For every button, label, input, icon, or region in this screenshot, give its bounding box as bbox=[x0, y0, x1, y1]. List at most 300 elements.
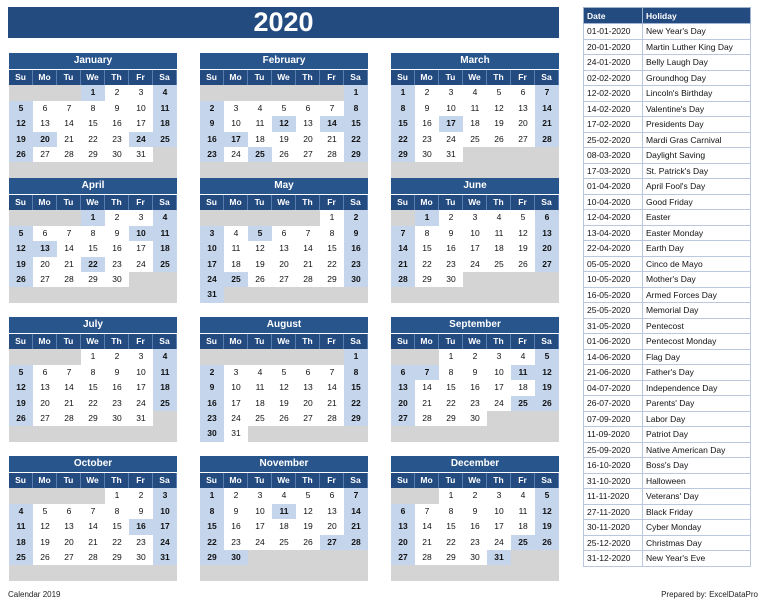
day-cell[interactable]: 17 bbox=[439, 116, 463, 131]
day-cell[interactable]: 11 bbox=[463, 101, 487, 116]
day-cell[interactable]: 23 bbox=[129, 535, 153, 550]
day-cell[interactable]: 7 bbox=[320, 101, 344, 116]
day-cell[interactable]: 31 bbox=[129, 147, 153, 162]
day-cell[interactable]: 31 bbox=[200, 287, 224, 302]
day-cell[interactable]: 26 bbox=[535, 535, 559, 550]
day-cell[interactable]: 21 bbox=[415, 396, 439, 411]
day-cell[interactable]: 5 bbox=[248, 226, 272, 241]
day-cell[interactable]: 8 bbox=[81, 365, 105, 380]
day-cell[interactable]: 17 bbox=[463, 241, 487, 256]
day-cell[interactable]: 23 bbox=[105, 132, 129, 147]
day-cell[interactable]: 24 bbox=[129, 132, 153, 147]
day-cell[interactable]: 30 bbox=[105, 272, 129, 287]
day-cell[interactable]: 9 bbox=[463, 504, 487, 519]
day-cell[interactable]: 2 bbox=[463, 349, 487, 364]
day-cell[interactable]: 29 bbox=[439, 411, 463, 426]
day-cell[interactable]: 13 bbox=[33, 241, 57, 256]
day-cell[interactable]: 20 bbox=[272, 257, 296, 272]
day-cell[interactable]: 9 bbox=[200, 116, 224, 131]
day-cell[interactable]: 26 bbox=[535, 396, 559, 411]
day-cell[interactable]: 12 bbox=[33, 519, 57, 534]
day-cell[interactable]: 23 bbox=[439, 257, 463, 272]
day-cell[interactable]: 1 bbox=[439, 349, 463, 364]
day-cell[interactable]: 13 bbox=[391, 519, 415, 534]
day-cell[interactable]: 12 bbox=[248, 241, 272, 256]
day-cell[interactable]: 21 bbox=[57, 396, 81, 411]
day-cell[interactable]: 29 bbox=[200, 550, 224, 565]
day-cell[interactable]: 28 bbox=[320, 411, 344, 426]
day-cell[interactable]: 3 bbox=[248, 488, 272, 503]
day-cell[interactable]: 27 bbox=[296, 147, 320, 162]
day-cell[interactable]: 19 bbox=[487, 116, 511, 131]
day-cell[interactable]: 31 bbox=[224, 426, 248, 441]
day-cell[interactable]: 26 bbox=[487, 132, 511, 147]
day-cell[interactable]: 28 bbox=[57, 272, 81, 287]
day-cell[interactable]: 27 bbox=[33, 147, 57, 162]
day-cell[interactable]: 11 bbox=[511, 504, 535, 519]
day-cell[interactable]: 8 bbox=[105, 504, 129, 519]
day-cell[interactable]: 16 bbox=[129, 519, 153, 534]
day-cell[interactable]: 22 bbox=[391, 132, 415, 147]
day-cell[interactable]: 4 bbox=[272, 488, 296, 503]
day-cell[interactable]: 17 bbox=[487, 519, 511, 534]
day-cell[interactable]: 30 bbox=[224, 550, 248, 565]
day-cell[interactable]: 29 bbox=[344, 147, 368, 162]
day-cell[interactable]: 1 bbox=[344, 349, 368, 364]
day-cell[interactable]: 18 bbox=[511, 380, 535, 395]
day-cell[interactable]: 7 bbox=[81, 504, 105, 519]
day-cell[interactable]: 13 bbox=[320, 504, 344, 519]
day-cell[interactable]: 23 bbox=[463, 396, 487, 411]
day-cell[interactable]: 17 bbox=[200, 257, 224, 272]
day-cell[interactable]: 3 bbox=[487, 488, 511, 503]
day-cell[interactable]: 13 bbox=[296, 116, 320, 131]
day-cell[interactable]: 13 bbox=[57, 519, 81, 534]
day-cell[interactable]: 20 bbox=[320, 519, 344, 534]
day-cell[interactable]: 6 bbox=[535, 210, 559, 225]
day-cell[interactable]: 10 bbox=[224, 380, 248, 395]
day-cell[interactable]: 15 bbox=[391, 116, 415, 131]
day-cell[interactable]: 23 bbox=[224, 535, 248, 550]
day-cell[interactable]: 14 bbox=[320, 380, 344, 395]
day-cell[interactable]: 22 bbox=[81, 132, 105, 147]
day-cell[interactable]: 20 bbox=[296, 132, 320, 147]
day-cell[interactable]: 7 bbox=[57, 365, 81, 380]
day-cell[interactable]: 12 bbox=[9, 241, 33, 256]
day-cell[interactable]: 20 bbox=[535, 241, 559, 256]
day-cell[interactable]: 26 bbox=[33, 550, 57, 565]
day-cell[interactable]: 8 bbox=[344, 101, 368, 116]
day-cell[interactable]: 21 bbox=[57, 132, 81, 147]
day-cell[interactable]: 4 bbox=[248, 365, 272, 380]
day-cell[interactable]: 28 bbox=[391, 272, 415, 287]
day-cell[interactable]: 19 bbox=[9, 257, 33, 272]
day-cell[interactable]: 15 bbox=[320, 241, 344, 256]
day-cell[interactable]: 27 bbox=[33, 272, 57, 287]
day-cell[interactable]: 18 bbox=[463, 116, 487, 131]
day-cell[interactable]: 26 bbox=[9, 272, 33, 287]
day-cell[interactable]: 15 bbox=[200, 519, 224, 534]
day-cell[interactable]: 25 bbox=[153, 132, 177, 147]
day-cell[interactable]: 21 bbox=[415, 535, 439, 550]
day-cell[interactable]: 19 bbox=[511, 241, 535, 256]
day-cell[interactable]: 12 bbox=[535, 504, 559, 519]
day-cell[interactable]: 9 bbox=[439, 226, 463, 241]
day-cell[interactable]: 11 bbox=[153, 101, 177, 116]
day-cell[interactable]: 20 bbox=[33, 132, 57, 147]
day-cell[interactable]: 5 bbox=[272, 101, 296, 116]
day-cell[interactable]: 27 bbox=[511, 132, 535, 147]
day-cell[interactable]: 5 bbox=[9, 101, 33, 116]
day-cell[interactable]: 5 bbox=[296, 488, 320, 503]
day-cell[interactable]: 11 bbox=[9, 519, 33, 534]
day-cell[interactable]: 25 bbox=[463, 132, 487, 147]
day-cell[interactable]: 3 bbox=[224, 101, 248, 116]
day-cell[interactable]: 28 bbox=[320, 147, 344, 162]
day-cell[interactable]: 27 bbox=[272, 272, 296, 287]
day-cell[interactable]: 30 bbox=[463, 411, 487, 426]
day-cell[interactable]: 27 bbox=[391, 411, 415, 426]
day-cell[interactable]: 6 bbox=[391, 365, 415, 380]
day-cell[interactable]: 20 bbox=[33, 257, 57, 272]
day-cell[interactable]: 11 bbox=[487, 226, 511, 241]
day-cell[interactable]: 17 bbox=[224, 132, 248, 147]
day-cell[interactable]: 2 bbox=[105, 349, 129, 364]
day-cell[interactable]: 26 bbox=[9, 147, 33, 162]
day-cell[interactable]: 17 bbox=[129, 241, 153, 256]
day-cell[interactable]: 2 bbox=[200, 365, 224, 380]
day-cell[interactable]: 30 bbox=[129, 550, 153, 565]
day-cell[interactable]: 1 bbox=[391, 85, 415, 100]
day-cell[interactable]: 16 bbox=[105, 241, 129, 256]
day-cell[interactable]: 14 bbox=[57, 241, 81, 256]
day-cell[interactable]: 29 bbox=[391, 147, 415, 162]
day-cell[interactable]: 28 bbox=[296, 272, 320, 287]
day-cell[interactable]: 13 bbox=[33, 116, 57, 131]
day-cell[interactable]: 31 bbox=[129, 411, 153, 426]
day-cell[interactable]: 29 bbox=[105, 550, 129, 565]
day-cell[interactable]: 3 bbox=[463, 210, 487, 225]
day-cell[interactable]: 11 bbox=[153, 226, 177, 241]
day-cell[interactable]: 18 bbox=[153, 380, 177, 395]
day-cell[interactable]: 27 bbox=[296, 411, 320, 426]
day-cell[interactable]: 18 bbox=[9, 535, 33, 550]
day-cell[interactable]: 24 bbox=[487, 535, 511, 550]
day-cell[interactable]: 6 bbox=[57, 504, 81, 519]
day-cell[interactable]: 16 bbox=[105, 380, 129, 395]
day-cell[interactable]: 16 bbox=[200, 132, 224, 147]
day-cell[interactable]: 21 bbox=[320, 396, 344, 411]
day-cell[interactable]: 11 bbox=[224, 241, 248, 256]
day-cell[interactable]: 4 bbox=[487, 210, 511, 225]
day-cell[interactable]: 14 bbox=[535, 101, 559, 116]
day-cell[interactable]: 29 bbox=[415, 272, 439, 287]
day-cell[interactable]: 5 bbox=[535, 488, 559, 503]
day-cell[interactable]: 16 bbox=[463, 380, 487, 395]
day-cell[interactable]: 4 bbox=[153, 210, 177, 225]
day-cell[interactable]: 2 bbox=[439, 210, 463, 225]
day-cell[interactable]: 19 bbox=[248, 257, 272, 272]
day-cell[interactable]: 22 bbox=[439, 396, 463, 411]
day-cell[interactable]: 10 bbox=[439, 101, 463, 116]
day-cell[interactable]: 25 bbox=[487, 257, 511, 272]
day-cell[interactable]: 30 bbox=[415, 147, 439, 162]
day-cell[interactable]: 13 bbox=[391, 380, 415, 395]
day-cell[interactable]: 31 bbox=[487, 550, 511, 565]
day-cell[interactable]: 21 bbox=[81, 535, 105, 550]
day-cell[interactable]: 29 bbox=[81, 272, 105, 287]
day-cell[interactable]: 17 bbox=[153, 519, 177, 534]
day-cell[interactable]: 25 bbox=[511, 396, 535, 411]
day-cell[interactable]: 9 bbox=[105, 226, 129, 241]
day-cell[interactable]: 21 bbox=[296, 257, 320, 272]
day-cell[interactable]: 13 bbox=[535, 226, 559, 241]
day-cell[interactable]: 15 bbox=[105, 519, 129, 534]
day-cell[interactable]: 31 bbox=[439, 147, 463, 162]
day-cell[interactable]: 22 bbox=[320, 257, 344, 272]
day-cell[interactable]: 6 bbox=[296, 365, 320, 380]
day-cell[interactable]: 3 bbox=[129, 210, 153, 225]
day-cell[interactable]: 1 bbox=[439, 488, 463, 503]
day-cell[interactable]: 6 bbox=[391, 504, 415, 519]
day-cell[interactable]: 29 bbox=[344, 411, 368, 426]
day-cell[interactable]: 23 bbox=[415, 132, 439, 147]
day-cell[interactable]: 3 bbox=[153, 488, 177, 503]
day-cell[interactable]: 17 bbox=[248, 519, 272, 534]
day-cell[interactable]: 25 bbox=[153, 257, 177, 272]
day-cell[interactable]: 14 bbox=[391, 241, 415, 256]
day-cell[interactable]: 4 bbox=[224, 226, 248, 241]
day-cell[interactable]: 9 bbox=[415, 101, 439, 116]
day-cell[interactable]: 12 bbox=[511, 226, 535, 241]
day-cell[interactable]: 15 bbox=[81, 380, 105, 395]
day-cell[interactable]: 22 bbox=[81, 396, 105, 411]
day-cell[interactable]: 15 bbox=[439, 380, 463, 395]
day-cell[interactable]: 4 bbox=[511, 488, 535, 503]
day-cell[interactable]: 13 bbox=[511, 101, 535, 116]
day-cell[interactable]: 19 bbox=[535, 380, 559, 395]
day-cell[interactable]: 12 bbox=[9, 380, 33, 395]
day-cell[interactable]: 26 bbox=[511, 257, 535, 272]
day-cell[interactable]: 1 bbox=[344, 85, 368, 100]
day-cell[interactable]: 13 bbox=[272, 241, 296, 256]
day-cell[interactable]: 28 bbox=[415, 550, 439, 565]
day-cell[interactable]: 5 bbox=[9, 365, 33, 380]
day-cell[interactable]: 16 bbox=[415, 116, 439, 131]
day-cell[interactable]: 25 bbox=[511, 535, 535, 550]
day-cell[interactable]: 19 bbox=[296, 519, 320, 534]
day-cell[interactable]: 14 bbox=[57, 380, 81, 395]
day-cell[interactable]: 21 bbox=[535, 116, 559, 131]
day-cell[interactable]: 21 bbox=[320, 132, 344, 147]
day-cell[interactable]: 11 bbox=[248, 116, 272, 131]
day-cell[interactable]: 9 bbox=[224, 504, 248, 519]
day-cell[interactable]: 23 bbox=[463, 535, 487, 550]
day-cell[interactable]: 21 bbox=[57, 257, 81, 272]
day-cell[interactable]: 24 bbox=[487, 396, 511, 411]
day-cell[interactable]: 30 bbox=[439, 272, 463, 287]
day-cell[interactable]: 4 bbox=[463, 85, 487, 100]
day-cell[interactable]: 18 bbox=[224, 257, 248, 272]
day-cell[interactable]: 14 bbox=[415, 380, 439, 395]
day-cell[interactable]: 26 bbox=[272, 147, 296, 162]
day-cell[interactable]: 5 bbox=[272, 365, 296, 380]
day-cell[interactable]: 8 bbox=[391, 101, 415, 116]
day-cell[interactable]: 7 bbox=[535, 85, 559, 100]
day-cell[interactable]: 31 bbox=[153, 550, 177, 565]
day-cell[interactable]: 30 bbox=[105, 147, 129, 162]
day-cell[interactable]: 8 bbox=[320, 226, 344, 241]
day-cell[interactable]: 9 bbox=[129, 504, 153, 519]
day-cell[interactable]: 8 bbox=[200, 504, 224, 519]
day-cell[interactable]: 8 bbox=[81, 226, 105, 241]
day-cell[interactable]: 24 bbox=[200, 272, 224, 287]
day-cell[interactable]: 12 bbox=[272, 380, 296, 395]
day-cell[interactable]: 23 bbox=[105, 257, 129, 272]
day-cell[interactable]: 25 bbox=[248, 147, 272, 162]
day-cell[interactable]: 13 bbox=[33, 380, 57, 395]
day-cell[interactable]: 12 bbox=[535, 365, 559, 380]
day-cell[interactable]: 10 bbox=[463, 226, 487, 241]
day-cell[interactable]: 27 bbox=[33, 411, 57, 426]
day-cell[interactable]: 28 bbox=[535, 132, 559, 147]
day-cell[interactable]: 25 bbox=[248, 411, 272, 426]
day-cell[interactable]: 7 bbox=[296, 226, 320, 241]
day-cell[interactable]: 15 bbox=[344, 380, 368, 395]
day-cell[interactable]: 11 bbox=[511, 365, 535, 380]
day-cell[interactable]: 8 bbox=[439, 365, 463, 380]
day-cell[interactable]: 29 bbox=[320, 272, 344, 287]
day-cell[interactable]: 1 bbox=[81, 210, 105, 225]
day-cell[interactable]: 24 bbox=[463, 257, 487, 272]
day-cell[interactable]: 2 bbox=[224, 488, 248, 503]
day-cell[interactable]: 23 bbox=[200, 411, 224, 426]
day-cell[interactable]: 22 bbox=[439, 535, 463, 550]
day-cell[interactable]: 7 bbox=[415, 504, 439, 519]
day-cell[interactable]: 23 bbox=[344, 257, 368, 272]
day-cell[interactable]: 12 bbox=[9, 116, 33, 131]
day-cell[interactable]: 24 bbox=[224, 147, 248, 162]
day-cell[interactable]: 4 bbox=[9, 504, 33, 519]
day-cell[interactable]: 14 bbox=[57, 116, 81, 131]
day-cell[interactable]: 14 bbox=[296, 241, 320, 256]
day-cell[interactable]: 8 bbox=[81, 101, 105, 116]
day-cell[interactable]: 13 bbox=[296, 380, 320, 395]
day-cell[interactable]: 28 bbox=[344, 535, 368, 550]
day-cell[interactable]: 24 bbox=[224, 411, 248, 426]
day-cell[interactable]: 18 bbox=[487, 241, 511, 256]
day-cell[interactable]: 24 bbox=[129, 257, 153, 272]
day-cell[interactable]: 12 bbox=[487, 101, 511, 116]
day-cell[interactable]: 22 bbox=[81, 257, 105, 272]
day-cell[interactable]: 9 bbox=[200, 380, 224, 395]
day-cell[interactable]: 8 bbox=[439, 504, 463, 519]
day-cell[interactable]: 12 bbox=[296, 504, 320, 519]
day-cell[interactable]: 16 bbox=[439, 241, 463, 256]
day-cell[interactable]: 25 bbox=[9, 550, 33, 565]
day-cell[interactable]: 18 bbox=[153, 241, 177, 256]
day-cell[interactable]: 10 bbox=[153, 504, 177, 519]
day-cell[interactable]: 22 bbox=[344, 132, 368, 147]
day-cell[interactable]: 23 bbox=[105, 396, 129, 411]
day-cell[interactable]: 20 bbox=[391, 535, 415, 550]
day-cell[interactable]: 1 bbox=[200, 488, 224, 503]
day-cell[interactable]: 6 bbox=[272, 226, 296, 241]
day-cell[interactable]: 30 bbox=[200, 426, 224, 441]
day-cell[interactable]: 24 bbox=[129, 396, 153, 411]
day-cell[interactable]: 14 bbox=[81, 519, 105, 534]
day-cell[interactable]: 6 bbox=[33, 226, 57, 241]
day-cell[interactable]: 15 bbox=[81, 116, 105, 131]
day-cell[interactable]: 12 bbox=[272, 116, 296, 131]
day-cell[interactable]: 22 bbox=[105, 535, 129, 550]
day-cell[interactable]: 14 bbox=[320, 116, 344, 131]
day-cell[interactable]: 10 bbox=[200, 241, 224, 256]
day-cell[interactable]: 7 bbox=[57, 101, 81, 116]
day-cell[interactable]: 22 bbox=[344, 396, 368, 411]
day-cell[interactable]: 27 bbox=[320, 535, 344, 550]
day-cell[interactable]: 7 bbox=[391, 226, 415, 241]
day-cell[interactable]: 4 bbox=[248, 101, 272, 116]
day-cell[interactable]: 20 bbox=[511, 116, 535, 131]
day-cell[interactable]: 24 bbox=[153, 535, 177, 550]
day-cell[interactable]: 24 bbox=[248, 535, 272, 550]
day-cell[interactable]: 26 bbox=[9, 411, 33, 426]
day-cell[interactable]: 28 bbox=[81, 550, 105, 565]
day-cell[interactable]: 1 bbox=[415, 210, 439, 225]
day-cell[interactable]: 19 bbox=[33, 535, 57, 550]
day-cell[interactable]: 15 bbox=[415, 241, 439, 256]
day-cell[interactable]: 7 bbox=[415, 365, 439, 380]
day-cell[interactable]: 19 bbox=[535, 519, 559, 534]
day-cell[interactable]: 1 bbox=[81, 349, 105, 364]
day-cell[interactable]: 20 bbox=[33, 396, 57, 411]
day-cell[interactable]: 5 bbox=[535, 349, 559, 364]
day-cell[interactable]: 6 bbox=[320, 488, 344, 503]
day-cell[interactable]: 30 bbox=[344, 272, 368, 287]
day-cell[interactable]: 2 bbox=[129, 488, 153, 503]
day-cell[interactable]: 18 bbox=[153, 116, 177, 131]
day-cell[interactable]: 14 bbox=[344, 504, 368, 519]
day-cell[interactable]: 2 bbox=[200, 101, 224, 116]
day-cell[interactable]: 22 bbox=[200, 535, 224, 550]
day-cell[interactable]: 9 bbox=[105, 365, 129, 380]
day-cell[interactable]: 16 bbox=[105, 116, 129, 131]
day-cell[interactable]: 9 bbox=[344, 226, 368, 241]
day-cell[interactable]: 1 bbox=[105, 488, 129, 503]
day-cell[interactable]: 3 bbox=[439, 85, 463, 100]
day-cell[interactable]: 20 bbox=[57, 535, 81, 550]
day-cell[interactable]: 21 bbox=[344, 519, 368, 534]
day-cell[interactable]: 17 bbox=[129, 116, 153, 131]
day-cell[interactable]: 4 bbox=[153, 85, 177, 100]
day-cell[interactable]: 3 bbox=[200, 226, 224, 241]
day-cell[interactable]: 15 bbox=[344, 116, 368, 131]
day-cell[interactable]: 24 bbox=[439, 132, 463, 147]
day-cell[interactable]: 5 bbox=[511, 210, 535, 225]
day-cell[interactable]: 8 bbox=[415, 226, 439, 241]
day-cell[interactable]: 17 bbox=[487, 380, 511, 395]
day-cell[interactable]: 21 bbox=[391, 257, 415, 272]
day-cell[interactable]: 19 bbox=[272, 396, 296, 411]
day-cell[interactable]: 27 bbox=[535, 257, 559, 272]
day-cell[interactable]: 19 bbox=[9, 396, 33, 411]
day-cell[interactable]: 20 bbox=[391, 396, 415, 411]
day-cell[interactable]: 1 bbox=[81, 85, 105, 100]
day-cell[interactable]: 20 bbox=[296, 396, 320, 411]
day-cell[interactable]: 15 bbox=[439, 519, 463, 534]
day-cell[interactable]: 25 bbox=[153, 396, 177, 411]
